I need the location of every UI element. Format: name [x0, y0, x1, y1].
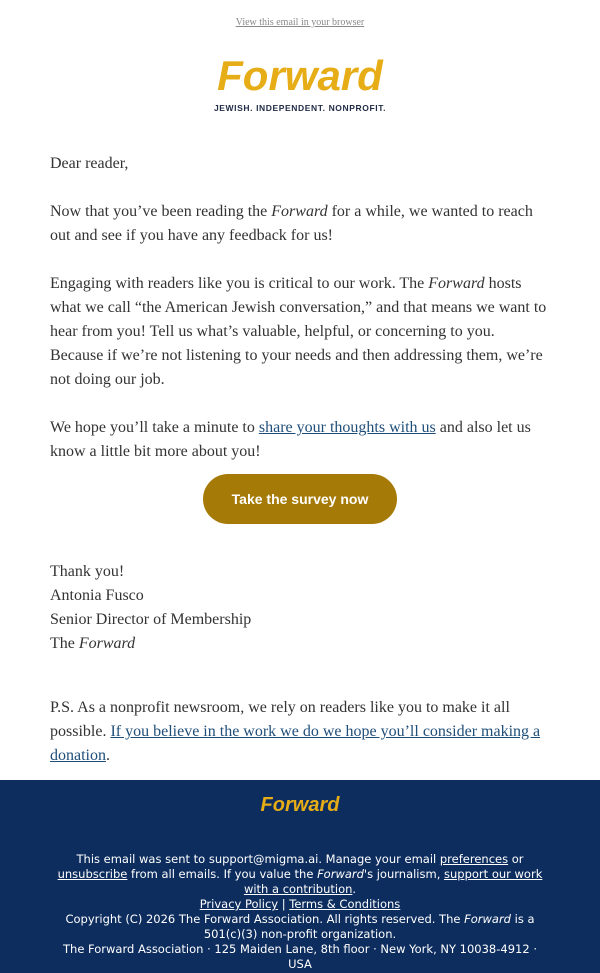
terms-link[interactable]: Terms & Conditions — [289, 897, 401, 911]
support-contribution-link[interactable]: support our work with a contribution — [243, 867, 543, 896]
footer-copyright: Copyright (C) 2026 The Forward Association. All rights reserved. The Forward is a 501(c)(3) non-profit organization. — [65, 912, 535, 941]
footer-logo[interactable] — [0, 792, 600, 820]
paragraph-survey-invite: We hope you’ll take a minute to share your thoughts with us and also let us know a little bit more about you! — [50, 419, 531, 460]
paragraph-intro: Now that you’ve been reading the Forward for a while, we wanted to reach out and see if you have any feedback for us! — [50, 203, 533, 244]
take-survey-button[interactable]: Take the survey now — [203, 474, 397, 524]
signature-title: Senior Director of Membership — [50, 611, 252, 628]
svg-text:Forward: Forward — [260, 794, 340, 816]
svg-text:Forward: Forward — [217, 54, 383, 98]
preferences-link[interactable]: preferences — [439, 852, 509, 866]
privacy-policy-link[interactable]: Privacy Policy — [199, 897, 279, 911]
footer-manage-line: This email was sent to support@migma.ai. Manage your email preferences or unsubscribe from all emails. If you value the Forward's journalism, support our work with a contribution. — [57, 852, 543, 896]
footer-policy-line: Privacy Policy | Terms & Conditions — [199, 897, 401, 911]
thanks-text: Thank you! — [50, 563, 125, 580]
signature-name: Antonia Fusco — [50, 587, 144, 604]
view-in-browser-link[interactable]: View this email in your browser — [235, 17, 365, 28]
footer-address: The Forward Association · 125 Maiden Lane, 8th floor · New York, NY 10038-4912 · USA — [63, 942, 537, 971]
tagline: JEWISH. INDEPENDENT. NONPROFIT. — [213, 103, 387, 113]
signature-org: The Forward — [50, 635, 136, 652]
footer-text — [50, 852, 550, 972]
donation-link[interactable]: If you believe in the work we do we hope you’ll consider making a donation — [50, 723, 541, 764]
postscript: P.S. As a nonprofit newsroom, we rely on readers like you to make it all possible. If you believe in the work we do we hope you’ll consider making a donation. — [50, 699, 541, 764]
footer-forward-logo-icon — [255, 792, 345, 816]
forward-logo[interactable] — [0, 54, 600, 98]
greeting: Dear reader, — [50, 155, 129, 172]
forward-logo-icon — [208, 54, 392, 98]
share-thoughts-link[interactable]: share your thoughts with us — [258, 419, 436, 436]
paragraph-engagement: Engaging with readers like you is critical to our work. The Forward hosts what we call “the American Jewish conversation,” and that means we want to hear from you! Tell us what’s valuable, helpful, or concerning to you. Because if we’re not listening to your needs and then addressing them, we’re not doing our job. — [50, 275, 547, 388]
unsubscribe-link[interactable]: unsubscribe — [57, 867, 128, 881]
signature — [50, 584, 550, 656]
footer — [0, 780, 600, 973]
